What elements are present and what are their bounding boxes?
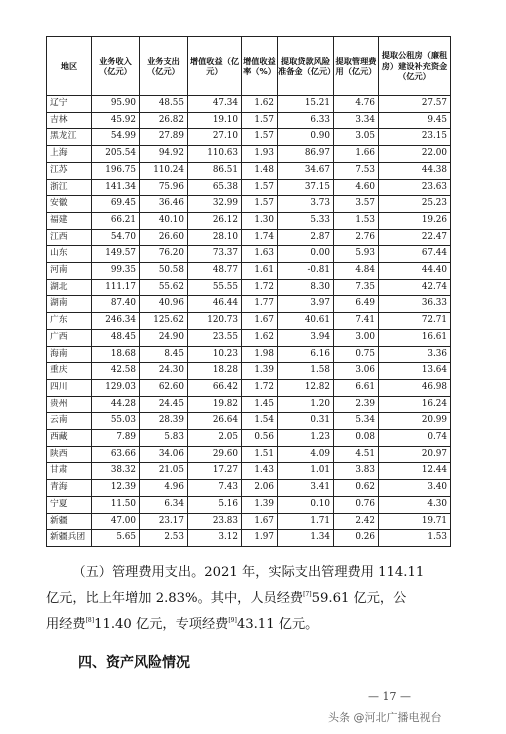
table-cell-region: 陕西 bbox=[47, 446, 92, 463]
table-cell: 4.84 bbox=[334, 263, 379, 280]
table-cell: 129.03 bbox=[92, 379, 140, 396]
table-cell: 73.37 bbox=[188, 246, 242, 263]
table-cell: 4.60 bbox=[334, 179, 379, 196]
table-cell-region: 浙江 bbox=[47, 179, 92, 196]
table-cell: 7.53 bbox=[334, 162, 379, 179]
table-row bbox=[47, 263, 451, 280]
table-cell: 1.97 bbox=[242, 530, 278, 547]
table-cell: 55.62 bbox=[140, 279, 188, 296]
table-cell: 94.92 bbox=[140, 146, 188, 163]
table-cell: 1.45 bbox=[242, 396, 278, 413]
table-cell: 16.61 bbox=[379, 329, 451, 346]
table-cell: 3.57 bbox=[334, 196, 379, 213]
table-cell: 3.34 bbox=[334, 112, 379, 129]
table-cell: 0.31 bbox=[278, 413, 334, 430]
header-value-added: 增值收益（亿元） bbox=[188, 37, 242, 96]
table-cell: 125.62 bbox=[140, 313, 188, 330]
table-row bbox=[47, 413, 451, 430]
table-cell: 6.61 bbox=[334, 379, 379, 396]
table-cell-region: 安徽 bbox=[47, 196, 92, 213]
table-cell: 26.60 bbox=[140, 229, 188, 246]
table-cell: 149.57 bbox=[92, 246, 140, 263]
table-cell: 0.76 bbox=[334, 496, 379, 513]
table-cell: 95.90 bbox=[92, 96, 140, 113]
table-cell-region: 山东 bbox=[47, 246, 92, 263]
table-cell-region: 四川 bbox=[47, 379, 92, 396]
table-cell: 0.75 bbox=[334, 346, 379, 363]
table-cell: 6.49 bbox=[334, 296, 379, 313]
table-cell: 19.26 bbox=[379, 212, 451, 229]
table-row bbox=[47, 296, 451, 313]
paragraph-text: 11.40 亿元，专项经费 bbox=[94, 617, 229, 632]
table-cell: 67.44 bbox=[379, 246, 451, 263]
table-cell: 3.73 bbox=[278, 196, 334, 213]
table-cell: 141.34 bbox=[92, 179, 140, 196]
table-cell: 87.40 bbox=[92, 296, 140, 313]
table-cell-region: 黑龙江 bbox=[47, 129, 92, 146]
table-cell: 25.23 bbox=[379, 196, 451, 213]
table-cell: 4.51 bbox=[334, 446, 379, 463]
table-cell: 110.24 bbox=[140, 162, 188, 179]
table-cell: 55.03 bbox=[92, 413, 140, 430]
table-cell-region: 新疆兵团 bbox=[47, 530, 92, 547]
table-cell: 1.77 bbox=[242, 296, 278, 313]
table-cell-region: 江苏 bbox=[47, 162, 92, 179]
header-loan-risk-reserve: 提取贷款风险准备金（亿元） bbox=[278, 37, 334, 96]
table-cell: 34.67 bbox=[278, 162, 334, 179]
management-expense-paragraph-line3 bbox=[46, 612, 450, 638]
table-cell: 26.82 bbox=[140, 112, 188, 129]
table-cell-region: 广西 bbox=[47, 329, 92, 346]
table-cell: 1.66 bbox=[334, 146, 379, 163]
table-cell: 45.92 bbox=[92, 112, 140, 129]
table-cell-region: 青海 bbox=[47, 480, 92, 497]
table-cell: 48.77 bbox=[188, 263, 242, 280]
table-cell: 6.33 bbox=[278, 112, 334, 129]
table-row bbox=[47, 162, 451, 179]
table-cell: 12.82 bbox=[278, 379, 334, 396]
table-row bbox=[47, 346, 451, 363]
table-cell: 26.64 bbox=[188, 413, 242, 430]
table-cell: 2.87 bbox=[278, 229, 334, 246]
paragraph-text: 59.61 亿元，公 bbox=[311, 591, 407, 606]
table-cell: 1.34 bbox=[278, 530, 334, 547]
table-row bbox=[47, 229, 451, 246]
table-cell: 1.58 bbox=[278, 363, 334, 380]
table-cell: 26.12 bbox=[188, 212, 242, 229]
table-cell: 205.54 bbox=[92, 146, 140, 163]
table-cell: 1.43 bbox=[242, 463, 278, 480]
table-row bbox=[47, 196, 451, 213]
table-cell: 3.40 bbox=[379, 480, 451, 497]
table-cell: 1.71 bbox=[278, 513, 334, 530]
table-cell: 9.45 bbox=[379, 112, 451, 129]
table-cell: 69.45 bbox=[92, 196, 140, 213]
table-cell-region: 海南 bbox=[47, 346, 92, 363]
table-cell: 3.12 bbox=[188, 530, 242, 547]
table-cell: 2.42 bbox=[334, 513, 379, 530]
table-cell: 72.71 bbox=[379, 313, 451, 330]
table-cell: 40.10 bbox=[140, 212, 188, 229]
table-cell: 27.10 bbox=[188, 129, 242, 146]
table-cell: 1.53 bbox=[379, 530, 451, 547]
table-row bbox=[47, 463, 451, 480]
page-number: — 17 — bbox=[368, 690, 411, 703]
table-cell: 246.34 bbox=[92, 313, 140, 330]
table-row bbox=[47, 246, 451, 263]
paragraph-text: 43.11 亿元。 bbox=[236, 617, 319, 632]
table-cell: 1.72 bbox=[242, 279, 278, 296]
paragraph-text: 用经费 bbox=[46, 617, 86, 632]
table-cell: 1.61 bbox=[242, 263, 278, 280]
table-cell: 40.96 bbox=[140, 296, 188, 313]
table-cell: 3.00 bbox=[334, 329, 379, 346]
table-cell: 1.53 bbox=[334, 212, 379, 229]
table-cell: 7.41 bbox=[334, 313, 379, 330]
table-cell: 76.20 bbox=[140, 246, 188, 263]
table-cell: -0.81 bbox=[278, 263, 334, 280]
table-cell: 2.39 bbox=[334, 396, 379, 413]
table-cell: 66.42 bbox=[188, 379, 242, 396]
table-row bbox=[47, 279, 451, 296]
table-cell: 5.65 bbox=[92, 530, 140, 547]
table-cell: 3.36 bbox=[379, 346, 451, 363]
table-cell: 3.05 bbox=[334, 129, 379, 146]
table-cell: 20.99 bbox=[379, 413, 451, 430]
table-cell: 1.57 bbox=[242, 129, 278, 146]
table-cell: 1.62 bbox=[242, 96, 278, 113]
header-region: 地区 bbox=[47, 37, 92, 96]
table-cell: 3.97 bbox=[278, 296, 334, 313]
data-table-container bbox=[46, 36, 450, 547]
table-cell: 50.58 bbox=[140, 263, 188, 280]
table-cell: 28.10 bbox=[188, 229, 242, 246]
table-cell: 8.30 bbox=[278, 279, 334, 296]
management-expense-paragraph-line1 bbox=[46, 560, 450, 586]
table-cell: 0.08 bbox=[334, 430, 379, 447]
table-cell: 1.23 bbox=[278, 430, 334, 447]
table-cell: 7.89 bbox=[92, 430, 140, 447]
table-cell: 12.44 bbox=[379, 463, 451, 480]
table-cell: 3.41 bbox=[278, 480, 334, 497]
table-cell: 24.90 bbox=[140, 329, 188, 346]
table-cell: 5.33 bbox=[278, 212, 334, 229]
table-cell: 120.73 bbox=[188, 313, 242, 330]
table-cell: 19.10 bbox=[188, 112, 242, 129]
table-cell: 36.46 bbox=[140, 196, 188, 213]
table-cell-region: 新疆 bbox=[47, 513, 92, 530]
table-row bbox=[47, 146, 451, 163]
footnote-ref-7[interactable]: [7] bbox=[303, 591, 312, 598]
table-cell: 23.55 bbox=[188, 329, 242, 346]
table-cell: 1.74 bbox=[242, 229, 278, 246]
table-cell: 17.27 bbox=[188, 463, 242, 480]
table-cell: 7.43 bbox=[188, 480, 242, 497]
table-cell: 6.34 bbox=[140, 496, 188, 513]
table-cell-region: 重庆 bbox=[47, 363, 92, 380]
table-cell: 3.06 bbox=[334, 363, 379, 380]
table-cell: 24.45 bbox=[140, 396, 188, 413]
table-cell: 19.71 bbox=[379, 513, 451, 530]
table-row bbox=[47, 446, 451, 463]
table-cell: 1.48 bbox=[242, 162, 278, 179]
table-row bbox=[47, 329, 451, 346]
table-row bbox=[47, 313, 451, 330]
table-cell: 47.00 bbox=[92, 513, 140, 530]
table-cell: 1.98 bbox=[242, 346, 278, 363]
section-heading: 四、资产风险情况 bbox=[78, 655, 190, 671]
table-cell: 46.98 bbox=[379, 379, 451, 396]
table-cell: 18.28 bbox=[188, 363, 242, 380]
table-cell: 2.76 bbox=[334, 229, 379, 246]
management-expense-paragraph-line2 bbox=[46, 586, 450, 612]
table-cell: 54.99 bbox=[92, 129, 140, 146]
table-cell: 7.35 bbox=[334, 279, 379, 296]
table-cell: 22.47 bbox=[379, 229, 451, 246]
table-cell: 27.57 bbox=[379, 96, 451, 113]
table-cell: 54.70 bbox=[92, 229, 140, 246]
table-row bbox=[47, 480, 451, 497]
table-cell: 1.57 bbox=[242, 112, 278, 129]
table-cell: 1.67 bbox=[242, 513, 278, 530]
table-cell: 36.33 bbox=[379, 296, 451, 313]
header-income: 业务收入（亿元） bbox=[92, 37, 140, 96]
table-cell: 10.23 bbox=[188, 346, 242, 363]
table-cell: 1.57 bbox=[242, 179, 278, 196]
table-cell: 65.38 bbox=[188, 179, 242, 196]
paragraph-text: （五）管理费用支出。2021 年，实际支出管理费用 114.11 bbox=[72, 565, 425, 580]
table-cell: 19.82 bbox=[188, 396, 242, 413]
table-cell: 86.51 bbox=[188, 162, 242, 179]
table-cell: 55.55 bbox=[188, 279, 242, 296]
table-cell: 5.93 bbox=[334, 246, 379, 263]
table-cell: 4.76 bbox=[334, 96, 379, 113]
table-row bbox=[47, 430, 451, 447]
table-cell: 28.39 bbox=[140, 413, 188, 430]
paragraph-text: 亿元，比上年增加 2.83%。其中，人员经费 bbox=[46, 591, 304, 606]
table-cell: 48.45 bbox=[92, 329, 140, 346]
table-row bbox=[47, 396, 451, 413]
table-cell-region: 河南 bbox=[47, 263, 92, 280]
table-cell: 15.21 bbox=[278, 96, 334, 113]
table-cell: 32.99 bbox=[188, 196, 242, 213]
table-cell: 4.09 bbox=[278, 446, 334, 463]
header-expense: 业务支出（亿元） bbox=[140, 37, 188, 96]
table-cell: 46.44 bbox=[188, 296, 242, 313]
table-row bbox=[47, 96, 451, 113]
table-cell: 0.62 bbox=[334, 480, 379, 497]
table-cell: 23.63 bbox=[379, 179, 451, 196]
table-cell: 2.05 bbox=[188, 430, 242, 447]
table-cell: 196.75 bbox=[92, 162, 140, 179]
table-header-row bbox=[47, 37, 451, 96]
table-row bbox=[47, 179, 451, 196]
table-cell: 47.34 bbox=[188, 96, 242, 113]
table-cell: 0.00 bbox=[278, 246, 334, 263]
table-cell: 44.40 bbox=[379, 263, 451, 280]
table-cell: 4.30 bbox=[379, 496, 451, 513]
table-row bbox=[47, 496, 451, 513]
table-cell: 37.15 bbox=[278, 179, 334, 196]
table-cell-region: 甘肃 bbox=[47, 463, 92, 480]
table-row bbox=[47, 129, 451, 146]
table-cell-region: 宁夏 bbox=[47, 496, 92, 513]
footnote-ref-9[interactable]: [9] bbox=[228, 617, 237, 624]
table-cell: 18.68 bbox=[92, 346, 140, 363]
table-row bbox=[47, 363, 451, 380]
table-row bbox=[47, 379, 451, 396]
table-cell: 38.32 bbox=[92, 463, 140, 480]
table-cell: 1.30 bbox=[242, 212, 278, 229]
table-cell-region: 贵州 bbox=[47, 396, 92, 413]
table-cell: 1.72 bbox=[242, 379, 278, 396]
table-cell: 42.74 bbox=[379, 279, 451, 296]
table-cell: 34.06 bbox=[140, 446, 188, 463]
footnote-ref-8[interactable]: [8] bbox=[85, 617, 95, 624]
provincial-housing-fund-table bbox=[46, 36, 451, 547]
table-cell: 13.64 bbox=[379, 363, 451, 380]
table-cell: 110.63 bbox=[188, 146, 242, 163]
table-cell: 1.39 bbox=[242, 363, 278, 380]
table-cell: 40.61 bbox=[278, 313, 334, 330]
table-cell-region: 江西 bbox=[47, 229, 92, 246]
watermark-text: 头条 @河北广播电视台 bbox=[328, 711, 442, 724]
table-cell: 23.17 bbox=[140, 513, 188, 530]
table-cell: 0.10 bbox=[278, 496, 334, 513]
table-cell: 1.54 bbox=[242, 413, 278, 430]
table-cell: 63.66 bbox=[92, 446, 140, 463]
table-row bbox=[47, 513, 451, 530]
table-cell: 5.83 bbox=[140, 430, 188, 447]
table-cell: 4.96 bbox=[140, 480, 188, 497]
table-cell: 1.62 bbox=[242, 329, 278, 346]
table-cell: 23.15 bbox=[379, 129, 451, 146]
table-cell: 1.20 bbox=[278, 396, 334, 413]
table-cell: 0.26 bbox=[334, 530, 379, 547]
table-cell: 3.83 bbox=[334, 463, 379, 480]
table-cell: 1.01 bbox=[278, 463, 334, 480]
table-cell: 2.53 bbox=[140, 530, 188, 547]
table-cell-region: 福建 bbox=[47, 212, 92, 229]
table-cell: 1.63 bbox=[242, 246, 278, 263]
table-cell: 86.97 bbox=[278, 146, 334, 163]
table-cell: 11.50 bbox=[92, 496, 140, 513]
table-cell: 6.16 bbox=[278, 346, 334, 363]
table-cell: 44.38 bbox=[379, 162, 451, 179]
table-cell-region: 广东 bbox=[47, 313, 92, 330]
table-cell-region: 上海 bbox=[47, 146, 92, 163]
table-cell-region: 吉林 bbox=[47, 112, 92, 129]
table-body bbox=[47, 96, 451, 547]
header-management-fee: 提取管理费用（亿元） bbox=[334, 37, 379, 96]
table-cell: 21.05 bbox=[140, 463, 188, 480]
table-cell: 48.55 bbox=[140, 96, 188, 113]
table-cell: 0.56 bbox=[242, 430, 278, 447]
table-cell-region: 辽宁 bbox=[47, 96, 92, 113]
table-cell: 5.34 bbox=[334, 413, 379, 430]
table-cell: 0.74 bbox=[379, 430, 451, 447]
table-cell: 1.67 bbox=[242, 313, 278, 330]
header-rate: 增值收益率（%） bbox=[242, 37, 278, 96]
table-cell: 8.45 bbox=[140, 346, 188, 363]
table-cell: 16.24 bbox=[379, 396, 451, 413]
table-cell: 24.30 bbox=[140, 363, 188, 380]
table-cell: 27.89 bbox=[140, 129, 188, 146]
table-cell: 111.17 bbox=[92, 279, 140, 296]
table-cell: 1.51 bbox=[242, 446, 278, 463]
table-cell-region: 云南 bbox=[47, 413, 92, 430]
table-cell: 29.60 bbox=[188, 446, 242, 463]
table-cell: 20.97 bbox=[379, 446, 451, 463]
table-cell: 99.35 bbox=[92, 263, 140, 280]
table-cell: 1.39 bbox=[242, 496, 278, 513]
table-cell: 1.93 bbox=[242, 146, 278, 163]
table-cell-region: 湖南 bbox=[47, 296, 92, 313]
table-cell: 2.06 bbox=[242, 480, 278, 497]
table-cell: 22.00 bbox=[379, 146, 451, 163]
table-cell: 62.60 bbox=[140, 379, 188, 396]
table-cell: 23.83 bbox=[188, 513, 242, 530]
table-cell: 12.39 bbox=[92, 480, 140, 497]
table-cell: 1.57 bbox=[242, 196, 278, 213]
table-row bbox=[47, 212, 451, 229]
table-row bbox=[47, 530, 451, 547]
table-cell: 44.28 bbox=[92, 396, 140, 413]
table-cell: 0.90 bbox=[278, 129, 334, 146]
table-cell: 75.96 bbox=[140, 179, 188, 196]
table-cell-region: 西藏 bbox=[47, 430, 92, 447]
table-row bbox=[47, 112, 451, 129]
header-public-housing-fund: 提取公租房（廉租房）建设补充资金（亿元） bbox=[379, 37, 451, 96]
table-cell: 5.16 bbox=[188, 496, 242, 513]
table-cell-region: 湖北 bbox=[47, 279, 92, 296]
table-cell: 66.21 bbox=[92, 212, 140, 229]
table-cell: 42.58 bbox=[92, 363, 140, 380]
table-cell: 3.94 bbox=[278, 329, 334, 346]
